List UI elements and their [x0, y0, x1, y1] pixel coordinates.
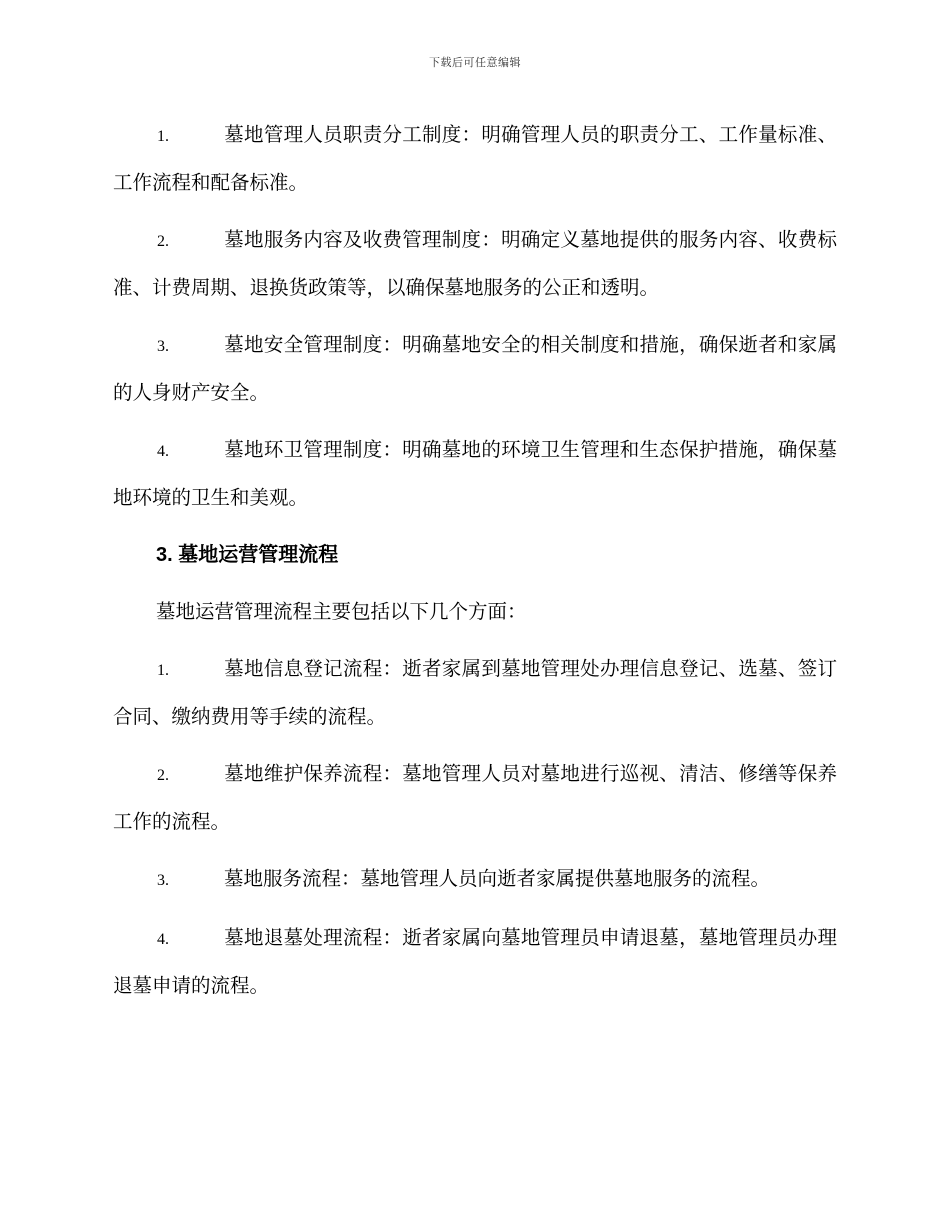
list-item-text: 墓地服务流程：墓地管理人员向逝者家属提供墓地服务的流程。: [224, 867, 771, 890]
list-item-number: 2.: [157, 233, 169, 250]
list-item-number: 3.: [157, 338, 169, 355]
list-item-text: 墓地退墓处理流程：逝者家属向墓地管理员申请退墓，墓地管理员办理退墓申请的流程。: [113, 926, 837, 997]
list-item: [113, 751, 837, 845]
list-item: [113, 112, 837, 206]
list-item-text: 墓地服务内容及收费管理制度：明确定义墓地提供的服务内容、收费标准、计费周期、退换货政策等，以确保墓地服务的公正和透明。: [113, 228, 837, 299]
list-item: [113, 427, 837, 521]
list-item: [113, 322, 837, 416]
list-item: [113, 646, 837, 740]
header-note: 下载后可任意编辑: [429, 56, 521, 69]
list-item-number: 3.: [157, 872, 169, 889]
list-item-number: 4.: [157, 931, 169, 948]
list-item: [113, 217, 837, 311]
document-body: [113, 112, 837, 1020]
list-item-text: 墓地环卫管理制度：明确墓地的环境卫生管理和生态保护措施，确保墓地环境的卫生和美观。: [113, 438, 837, 509]
list-item-text: 墓地维护保养流程：墓地管理人员对墓地进行巡视、清洁、修缮等保养工作的流程。: [113, 762, 837, 833]
list-item-text: 墓地安全管理制度：明确墓地安全的相关制度和措施，确保逝者和家属的人身财产安全。: [113, 333, 837, 404]
section-intro: 墓地运营管理流程主要包括以下几个方面：: [156, 600, 527, 623]
list-item-number: 4.: [157, 443, 169, 460]
list-item-number: 1.: [157, 128, 169, 145]
list-item: [113, 915, 837, 1009]
list-item-number: 2.: [157, 767, 169, 784]
list-item: [113, 856, 837, 904]
list-item-text: 墓地信息登记流程：逝者家属到墓地管理处办理信息登记、选墓、签订合同、缴纳费用等手续的流程。: [113, 657, 837, 728]
section-heading: 3. 墓地运营管理流程: [156, 544, 339, 566]
list-item-number: 1.: [157, 662, 169, 679]
list-item-text: 墓地管理人员职责分工制度：明确管理人员的职责分工、工作量标准、工作流程和配备标准。: [113, 123, 837, 194]
